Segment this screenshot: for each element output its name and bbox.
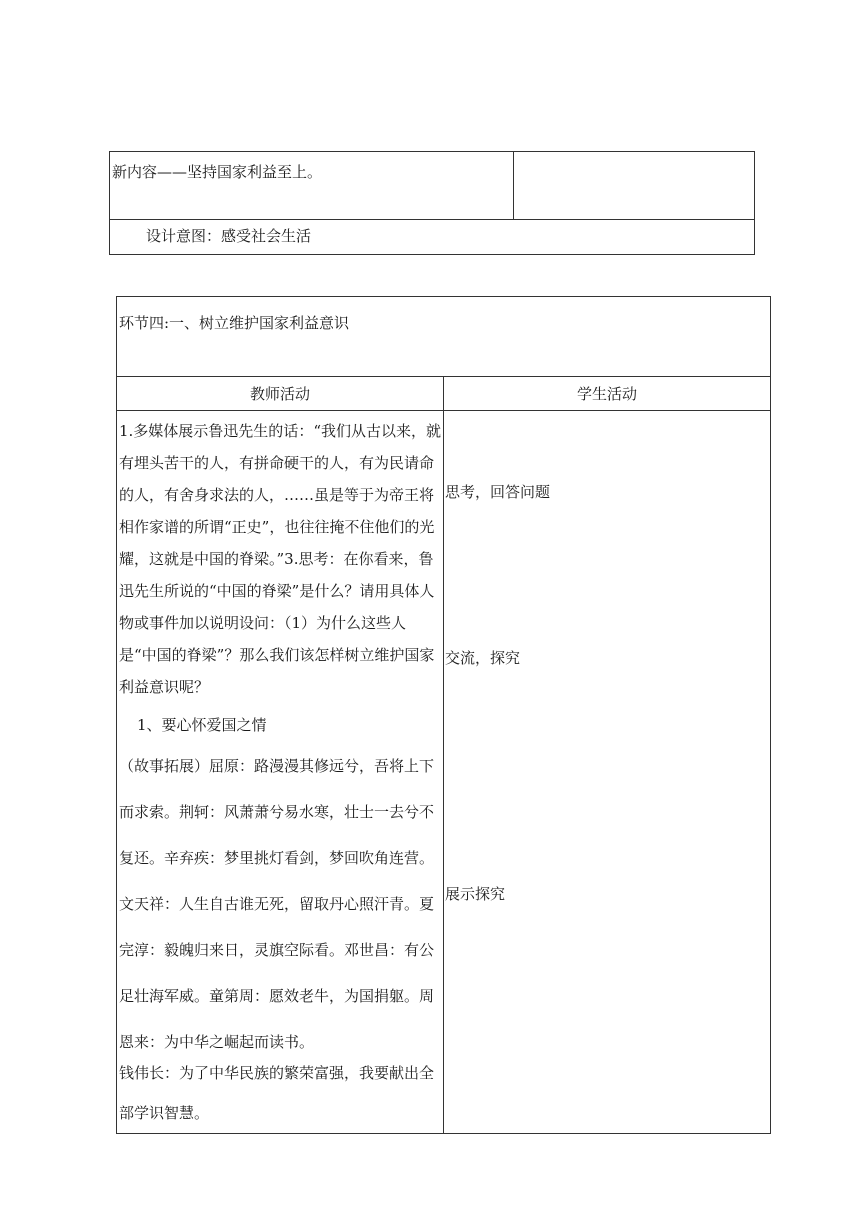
table-cell	[110, 220, 755, 255]
column-header-student: 学生活动	[444, 377, 771, 411]
table-cell	[110, 152, 514, 220]
section-title: 环节四:一、树立维护国家利益意识	[119, 314, 350, 332]
table-lesson	[116, 296, 771, 1134]
content-text: 新内容——坚持国家利益至上。	[112, 163, 323, 181]
teacher-paragraph: （故事拓展）屈原：路漫漫其修远兮，吾将上下而求索。荆轲：风萧萧兮易水寒，壮士一去兮不复还。辛弃疾：梦里挑灯看剑，梦回吹角连营。文天祥：人生自古谁无死，留取丹心照汗青。夏完淳：毅魄归来日，灵旗空际看。邓世昌：有公足壮海军威。童第周：愿效老牛，为国捐躯。周恩来：为中华之崛起而读书。	[119, 757, 435, 1051]
table-cell-empty	[514, 152, 755, 220]
teacher-paragraph: 钱伟长：为了中华民族的繁荣富强，我要献出全部学识智慧。	[119, 1064, 435, 1122]
table-top	[109, 151, 755, 255]
student-activity: 思考，回答问题	[445, 483, 551, 501]
column-header-teacher: 教师活动	[117, 377, 444, 411]
section-header-cell	[117, 297, 771, 377]
student-activity: 展示探究	[445, 885, 506, 903]
student-activity-cell	[444, 411, 771, 1134]
teacher-paragraph: 1.多媒体展示鲁迅先生的话：“我们从古以来，就有埋头苦干的人，有拼命硬干的人，有为民请命的人，有舍身求法的人，……虽是等于为帝王将相作家谱的所谓“正史”，也往往掩不住他们的光耀，这就是中国的脊梁。”3.思考：在你看来，鲁迅先生所说的“中国的脊梁”是什么？请用具体人物或事件加以说明设问：（1）为什么这些人是“中国的脊梁”？那么我们该怎样树立维护国家利益意识呢？	[119, 422, 441, 696]
student-activity: 交流，探究	[445, 649, 521, 667]
design-intent-text: 设计意图：感受社会生活	[146, 227, 312, 245]
teacher-point: 1、要心怀爱国之情	[137, 716, 267, 734]
teacher-activity-cell	[117, 411, 444, 1134]
